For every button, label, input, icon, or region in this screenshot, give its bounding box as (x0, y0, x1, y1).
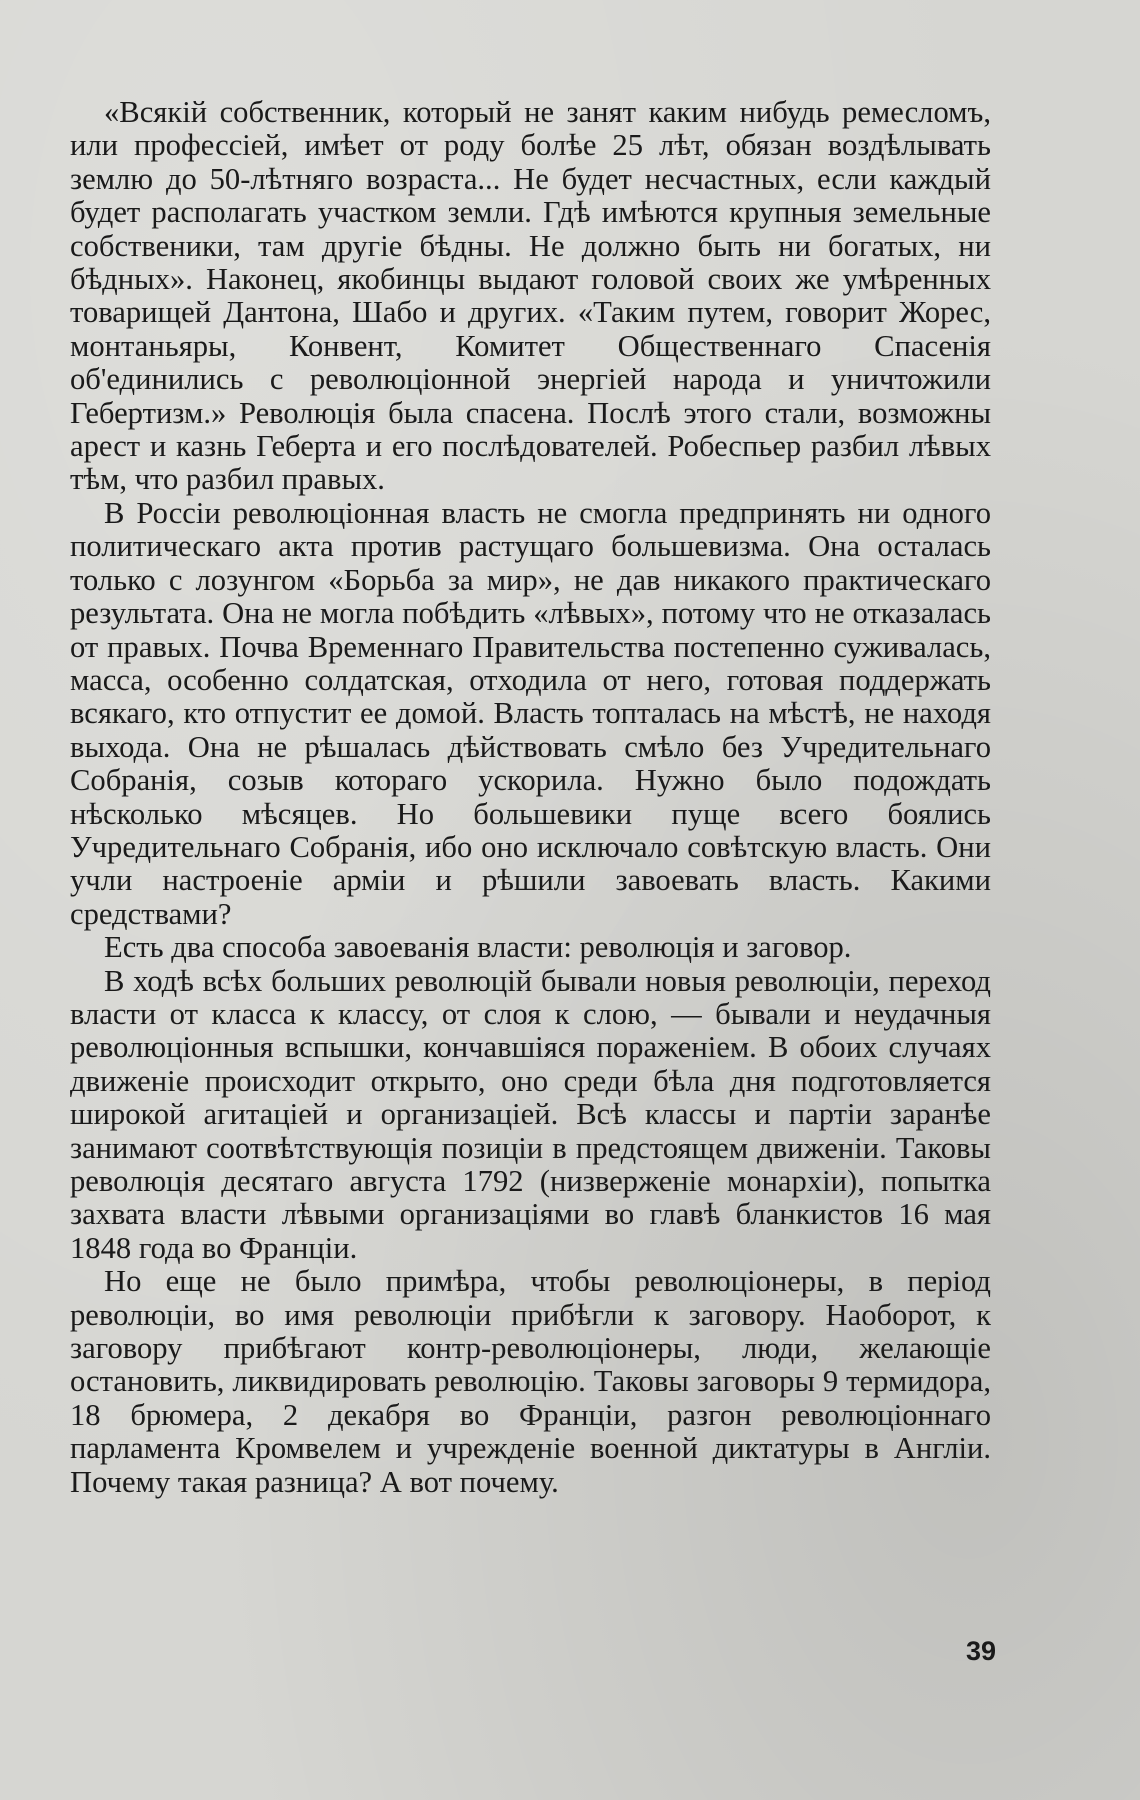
paragraph-1: «Всякій собственник, который не занят каким нибудь ремесломъ, или профессіей, имѣет от роду болѣе 25 лѣт, обязан воздѣлывать землю до 50-лѣтняго возраста... Не будет несчастных, если каждый будет располагать участком земли. Гдѣ имѣются крупныя земельные собственики, там другіе бѣдны. Не должно быть ни богатых, ни бѣдных». Наконец, якобинцы выдают головой своих же умѣренных товарищей Дантона, Шабо и других. «Таким путем, говорит Жорес, монтаньяры, Конвент, Комитет Общественнаго Спасенія об'единились с революціонной энергіей народа и уничтожили Гебертизм.» Революція была спасена. Послѣ этого стали, возможны арест и казнь Геберта и его послѣдователей. Робеспьер разбил лѣвых тѣм, что разбил правых. (70, 95, 991, 497)
paragraph-4: В ходѣ всѣх больших революцій бывали новыя революціи, переход власти от класса к классу, от слоя к слою, — бывали и неудачныя революціонныя вспышки, кончавшіяся пораженіем. В обоих случаях движеніе происходит открыто, оно среди бѣла дня подготовляется широкой агитаціей и организаціей. Всѣ классы и партіи заранѣе занимают соотвѣтствующія позиціи в предстоящем движеніи. Таковы революція десятаго августа 1792 (низверженіе монархіи), попытка захвата власти лѣвыми организаціями во главѣ бланкистов 16 мая 1848 года во Франціи. (70, 963, 991, 1265)
body-text (70, 96, 991, 1499)
paragraph-5: Но еще не было примѣра, чтобы революціонеры, в період революціи, во имя революціи прибѣгли к заговору. Наоборот, к заговору прибѣгают контр-революціонеры, люди, желающіе остановить, ликвидировать революцію. Таковы заговоры 9 термидора, 18 брюмера, 2 декабря во Франціи, разгон революціоннаго парламента Кромвелем и учрежденіе военной диктатуры в Англіи. Почему такая разница? А вот почему. (70, 1264, 991, 1499)
page-number: 39 (966, 1636, 997, 1666)
paragraph-2: В Россіи революціонная власть не смогла предпринять ни одного политическаго акта против растущаго большевизма. Она осталась только с лозунгом «Борьба за мир», не дав никакого практическаго результата. Она не могла побѣдить «лѣвых», потому что не отказалась от правых. Почва Временнаго Правительства постепенно суживалась, масса, особенно солдатская, отходила от него, готовая поддержать всякаго, кто отпустит ее домой. Власть топталась на мѣстѣ, не находя выхода. Она не рѣшалась дѣйствовать смѣло без Учредительнаго Собранія, созыв котораго ускорила. Нужно было подождать нѣсколько мѣсяцев. Но большевики пуще всего боялись Учредительнаго Собранія, ибо оно исключало совѣтскую власть. Они учли настроеніе арміи и рѣшили завоевать власть. Какими средствами? (70, 495, 991, 931)
paragraph-3: Есть два способа завоеванія власти: революція и заговор. (104, 930, 852, 965)
